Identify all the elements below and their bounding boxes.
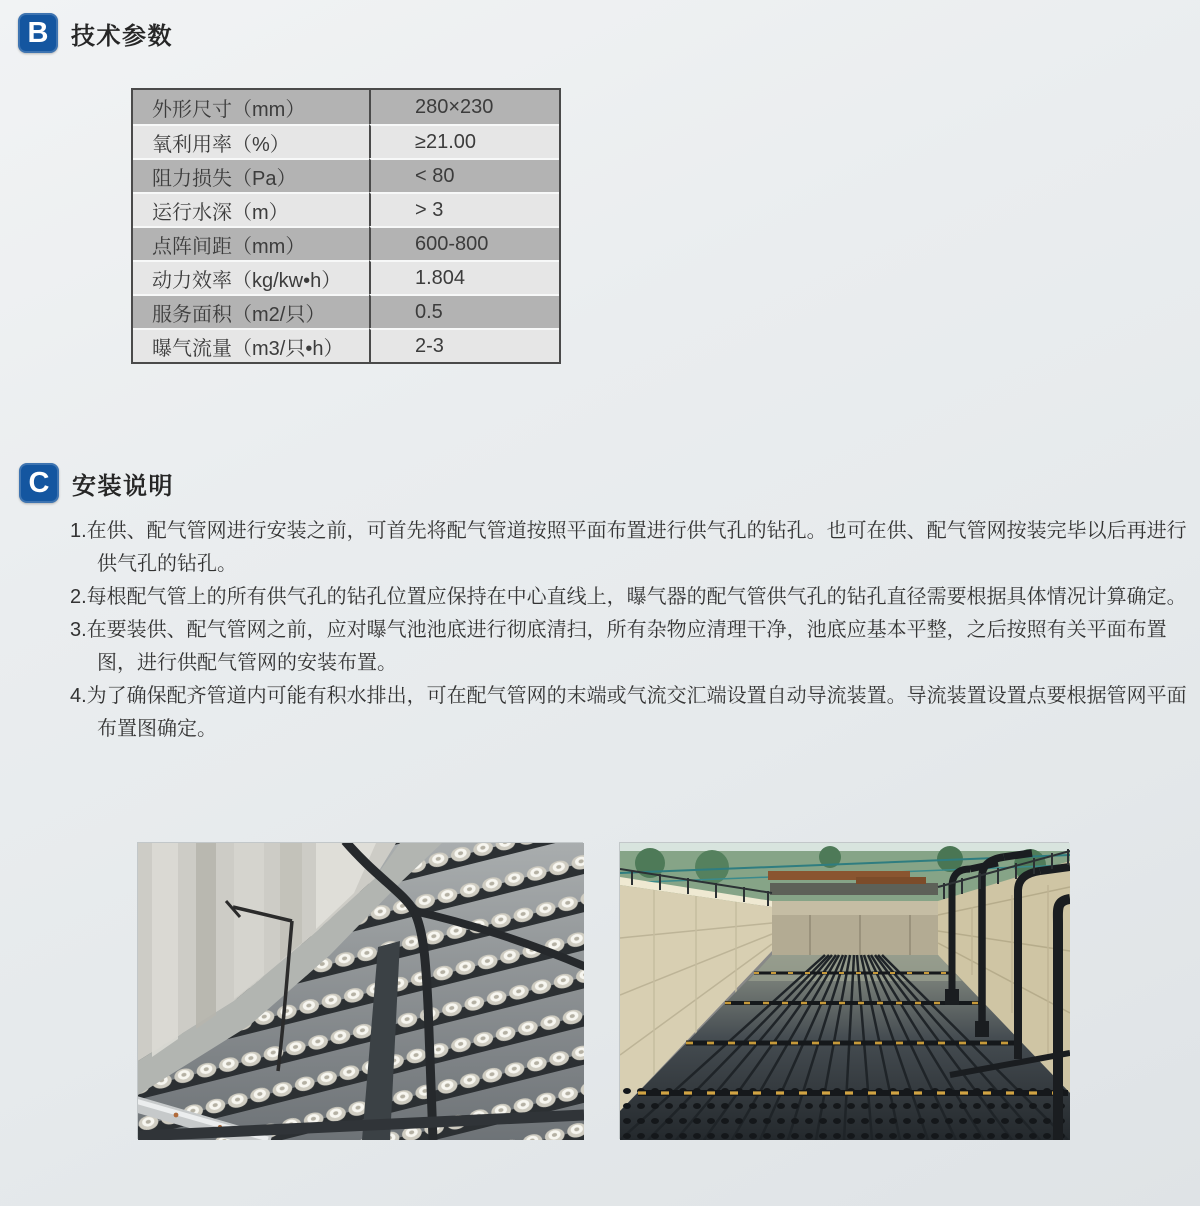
- spec-label-cell: 氧利用率（%）: [133, 124, 369, 158]
- spec-table-body: [133, 90, 559, 362]
- spec-table-row: [133, 260, 559, 294]
- spec-label-cell: 点阵间距（mm）: [133, 226, 369, 260]
- spec-table-row: [133, 328, 559, 362]
- instruction-item: 3.在要装供、配气管网之前，应对曝气池池底进行彻底清扫，所有杂物应清理干净，池底应基本平整，之后按照有关平面布置图，进行供配气管网的安装布置。: [70, 619, 1167, 674]
- diffuser-grid-image: [138, 843, 584, 1140]
- instruction-item: 2.每根配气管上的所有供气孔的钻孔位置应保持在中心直线上，曝气器的配气管供气孔的钻孔直径需要根据具体情况计算确定。: [70, 586, 1187, 608]
- photo-empty-aeration-tank: [619, 842, 1069, 1139]
- spec-table: [131, 88, 561, 364]
- photo-diffuser-grid-closeup: [137, 842, 583, 1139]
- aeration-tank-image: [620, 843, 1070, 1140]
- spec-label-cell: 曝气流量（m3/只•h）: [133, 328, 369, 362]
- section-header-tech-params: [18, 13, 173, 53]
- section-title-install-notes: 安装说明: [72, 472, 174, 500]
- spec-table-row: [133, 192, 559, 226]
- spec-label-cell: 外形尺寸（mm）: [133, 90, 369, 124]
- spec-table-row: [133, 90, 559, 124]
- section-b-badge-icon: B: [18, 13, 58, 53]
- section-header-install-notes: [19, 463, 174, 503]
- section-title-tech-params: 技术参数: [71, 22, 173, 50]
- spec-value-cell: 0.5: [369, 294, 559, 328]
- spec-value-cell: ≥21.00: [369, 124, 559, 158]
- spec-value-cell: 600-800: [369, 226, 559, 260]
- spec-value-cell: > 3: [369, 192, 559, 226]
- spec-label-cell: 阻力损失（Pa）: [133, 158, 369, 192]
- spec-label-cell: 动力效率（kg/kw•h）: [133, 260, 369, 294]
- spec-table-row: [133, 294, 559, 328]
- spec-value-cell: 280×230: [369, 90, 559, 124]
- install-instructions-list: [70, 515, 1192, 746]
- spec-value-cell: 2-3: [369, 328, 559, 362]
- spec-value-cell: 1.804: [369, 260, 559, 294]
- spec-table-row: [133, 124, 559, 158]
- instruction-item: 1.在供、配气管网进行安装之前，可首先将配气管道按照平面布置进行供气孔的钻孔。也可在供、配气管网按装完毕以后再进行供气孔的钻孔。: [70, 520, 1187, 575]
- instruction-item: 4.为了确保配齐管道内可能有积水排出，可在配气管网的末端或气流交汇端设置自动导流装置。导流装置设置点要根据管网平面布置图确定。: [70, 685, 1187, 740]
- spec-value-cell: < 80: [369, 158, 559, 192]
- section-c-badge-icon: C: [19, 463, 59, 503]
- spec-label-cell: 服务面积（m2/只）: [133, 294, 369, 328]
- spec-table-row: [133, 158, 559, 192]
- spec-table-row: [133, 226, 559, 260]
- spec-label-cell: 运行水深（m）: [133, 192, 369, 226]
